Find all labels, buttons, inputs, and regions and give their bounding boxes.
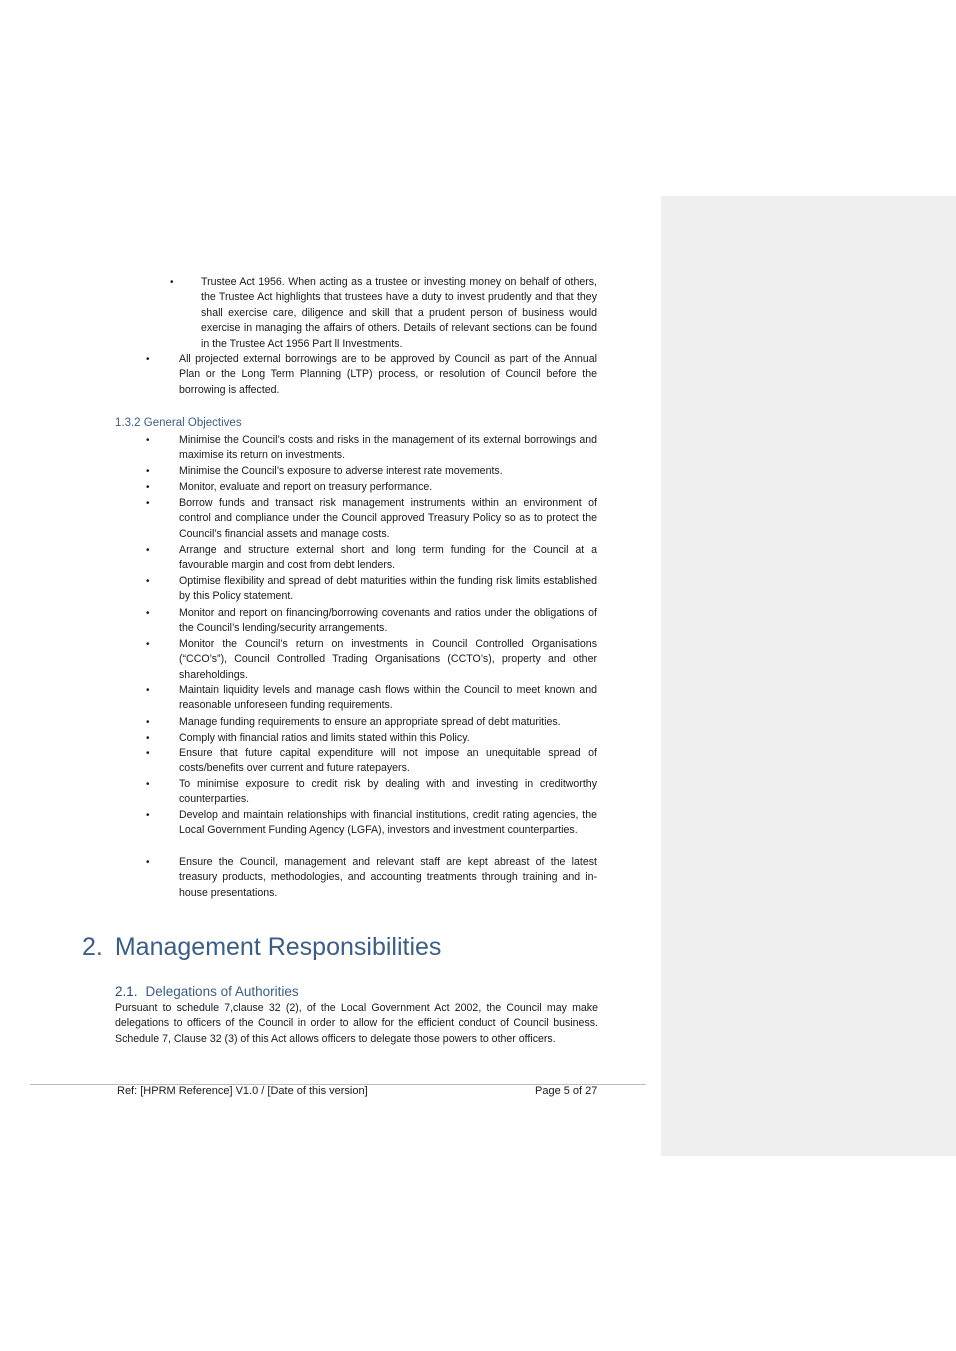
list-item-text: Maintain liquidity levels and manage cash flows within the Council to meet known and reasonable unforeseen funding requirements. — [179, 684, 597, 712]
list-item-text: Monitor and report on financing/borrowing covenants and ratios under the obligations of the Council’s lending/security arrangements. — [179, 607, 597, 635]
list-item-text: Minimise the Council’s costs and risks in the management of its external borrowings and maximise its return on investments. — [179, 434, 597, 462]
comment-margin-pane — [661, 196, 956, 1156]
bullet-marker: • — [146, 733, 150, 744]
bullet-marker: • — [146, 639, 150, 650]
subsection-number: 2.1. — [115, 984, 138, 999]
delegations-paragraph: Pursuant to schedule 7,clause 32 (2), of the Local Government Act 2002, the Council may make delegations to officers of the Council in order to allow for the efficient conduct of Council business. Schedule 7, Clause 32 (3) of this Act allows officers to delegate those powers to other officers. — [115, 1002, 598, 1045]
footer-page-number: Page 5 of 27 — [535, 1085, 598, 1097]
bullet-marker: • — [146, 779, 150, 790]
bullet-marker: • — [146, 466, 150, 477]
section-title: Management Responsibilities — [114, 933, 442, 961]
bullet-marker: • — [146, 608, 150, 619]
trustee-act-text: Trustee Act 1956. When acting as a trustee or investing money on behalf of others, the Trustee Act highlights that trustees have a duty to invest prudently and that they shall exercise care, diligence and skill that a prudent person of business would exercise in managing the affairs of others. Details of relevant sections can be found in the Trustee Act 1956 Part ll Investments. — [201, 276, 597, 350]
bullet-marker: • — [146, 748, 150, 759]
list-item-text: Ensure the Council, management and relevant staff are kept abreast of the latest treasury products, methodologies, and accounting treatments through training and in-house presentations. — [179, 856, 597, 899]
bullet-marker: • — [146, 435, 150, 446]
list-item-text: Optimise flexibility and spread of debt maturities within the funding risk limits established by this Policy statement. — [179, 575, 597, 603]
bullet-marker: • — [146, 545, 150, 556]
general-objectives-heading: 1.3.2 General Objectives — [115, 417, 242, 429]
bullet-marker: • — [146, 857, 150, 868]
bullet-marker: • — [146, 717, 150, 728]
subsection-title: Delegations of Authorities — [145, 984, 299, 999]
list-item-text: Manage funding requirements to ensure an appropriate spread of debt maturities. — [179, 716, 561, 728]
section-2-1-heading — [115, 984, 299, 999]
list-item-text: Arrange and structure external short and long term funding for the Council at a favourable margin and cost from debt lenders. — [179, 544, 597, 572]
bullet-marker: • — [146, 685, 150, 696]
bullet-marker: • — [146, 354, 150, 365]
list-item-text: To minimise exposure to credit risk by dealing with and investing in creditworthy counterparties. — [179, 778, 597, 806]
list-item-text: Minimise the Council’s exposure to adverse interest rate movements. — [179, 465, 503, 477]
list-item-text: Develop and maintain relationships with financial institutions, credit rating agencies, the Local Government Funding Agency (LGFA), investors and investment counterparties. — [179, 809, 597, 837]
bullet-marker: • — [146, 576, 150, 587]
bullet-marker: • — [170, 277, 174, 288]
section-2-heading — [82, 933, 441, 962]
list-item-text: Borrow funds and transact risk management instruments within an environment of control and compliance under the Council approved Treasury Policy so as to protect the Council’s financial assets and manage costs. — [179, 497, 597, 540]
bullet-marker: • — [146, 810, 150, 821]
list-item-text: Comply with financial ratios and limits stated within this Policy. — [179, 732, 470, 744]
borrowings-text: All projected external borrowings are to be approved by Council as part of the Annual Plan or the Long Term Planning (LTP) process, or resolution of Council before the borrowing is affected. — [179, 353, 597, 396]
list-item-text: Ensure that future capital expenditure will not impose an unequitable spread of costs/benefits over current and future ratepayers. — [179, 747, 597, 775]
bullet-marker: • — [146, 498, 150, 509]
footer-reference: Ref: [HPRM Reference] V1.0 / [Date of this version] — [117, 1085, 368, 1097]
section-number: 2. — [82, 933, 103, 961]
list-item-text: Monitor, evaluate and report on treasury performance. — [179, 481, 433, 493]
list-item-text: Monitor the Council’s return on investments in Council Controlled Organisations (“CCO’s”), Council Controlled Trading Organisations (CCTO’s), property and other shareholdings. — [179, 638, 597, 681]
bullet-marker: • — [146, 482, 150, 493]
